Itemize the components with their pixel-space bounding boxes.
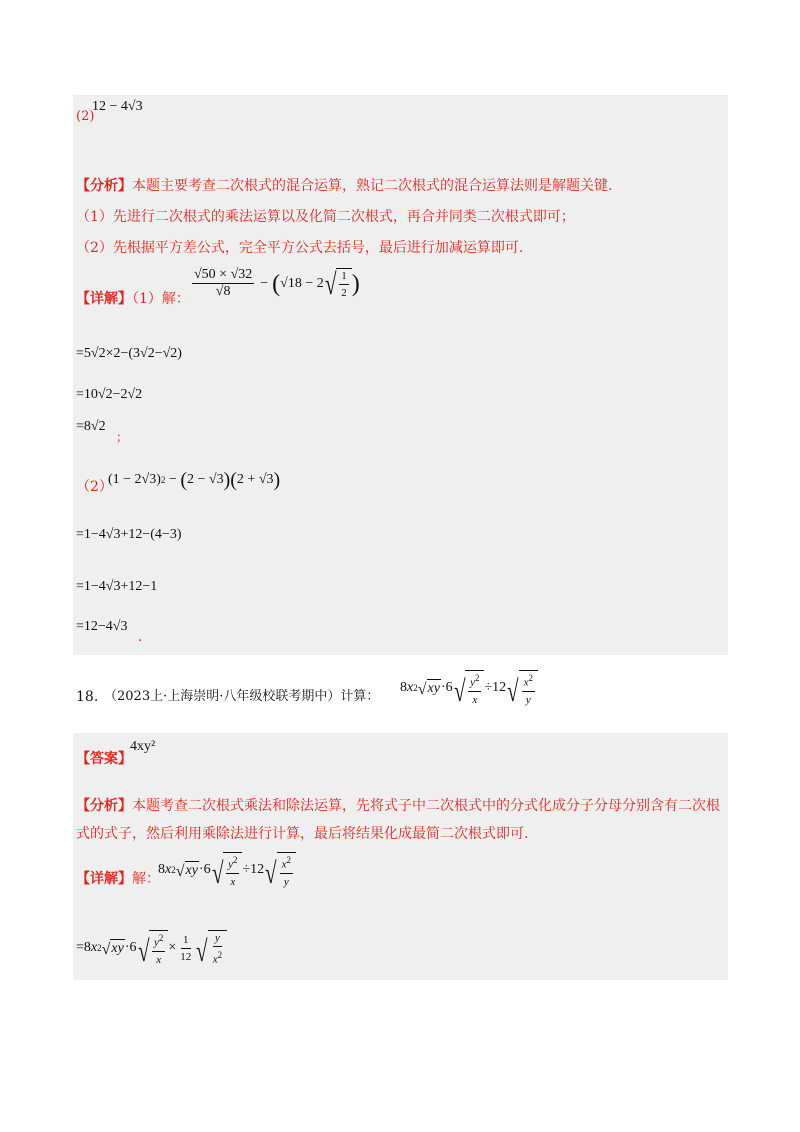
part2-label: （2）	[76, 479, 113, 495]
step-line-c: =8√2	[76, 419, 106, 434]
step-line-f-end: .	[138, 629, 143, 645]
step-line-d: =1−4√3+12−(4−3)	[76, 527, 182, 542]
part2-answer-label: (2)	[76, 109, 95, 124]
part2-answer-value: 12 − 4√3	[92, 99, 143, 114]
analysis-18-line1: 【分析】本题考查二次根式乘法和除法运算，先将式子中二次根式中的分式化成分子分母分别含有二次根	[76, 798, 720, 814]
step-line-e: =1−4√3+12−1	[76, 579, 158, 594]
answer-label: 【答案】	[76, 751, 132, 767]
part2-expression: (1 − 2√3) 2 − ( 2 − √3 ) ( 2 + √3 )	[108, 469, 281, 491]
step-line-f: =12−4√3	[76, 619, 128, 634]
analysis-line: 【分析】本题主要考查二次根式的混合运算，熟记二次根式的混合运算法则是解题关键.	[76, 178, 613, 194]
question-18-number: 18.	[76, 689, 99, 705]
detail-18-label: 【详解】解：	[76, 871, 160, 887]
step-line-a: =5√2×2−(3√2−√2)	[76, 346, 182, 361]
analysis-18-line2: 式的式子，然后利用乘除法进行计算，最后将结果化成最简二次根式即可.	[76, 826, 529, 842]
detail-18-expression: 8 x 2 √ xy ·6 √ $\frac{y^2}{x}$ ÷12 √ $\frac{x^2}{y}$	[158, 852, 296, 889]
detail-expression-1: $\frac{√50 \times √32}{√8}$ − ( √18 − 2 √ $\frac{1}{2}$ )	[194, 267, 360, 301]
question-18-source: （2023上·上海崇明·八年级校联考期中）计算：	[104, 689, 380, 704]
question-18-expression: 8 x 2 √ xy ·6 √ $\frac{y^2}{x}$ ÷12 √ $\frac{x^2}{y}$	[400, 670, 538, 707]
detail-label-1: 【详解】（1）解：	[76, 291, 190, 307]
step-line-c-end: ；	[116, 430, 129, 444]
analysis-step2: （2）先根据平方差公式，完全平方公式去括号，最后进行加减运算即可.	[76, 240, 524, 256]
step-line-b: =10√2−2√2	[76, 387, 143, 402]
answer-value: 4xy²	[130, 739, 156, 754]
analysis-step1: （1）先进行二次根式的乘法运算以及化简二次根式，再合并同类二次根式即可；	[76, 209, 575, 225]
detail-18-step1: =8 x 2 √ xy ·6 √ $\frac{y^2}{x}$ × $\frac{1}{12}$ √ $\frac{y}{x^2}$	[76, 930, 227, 967]
